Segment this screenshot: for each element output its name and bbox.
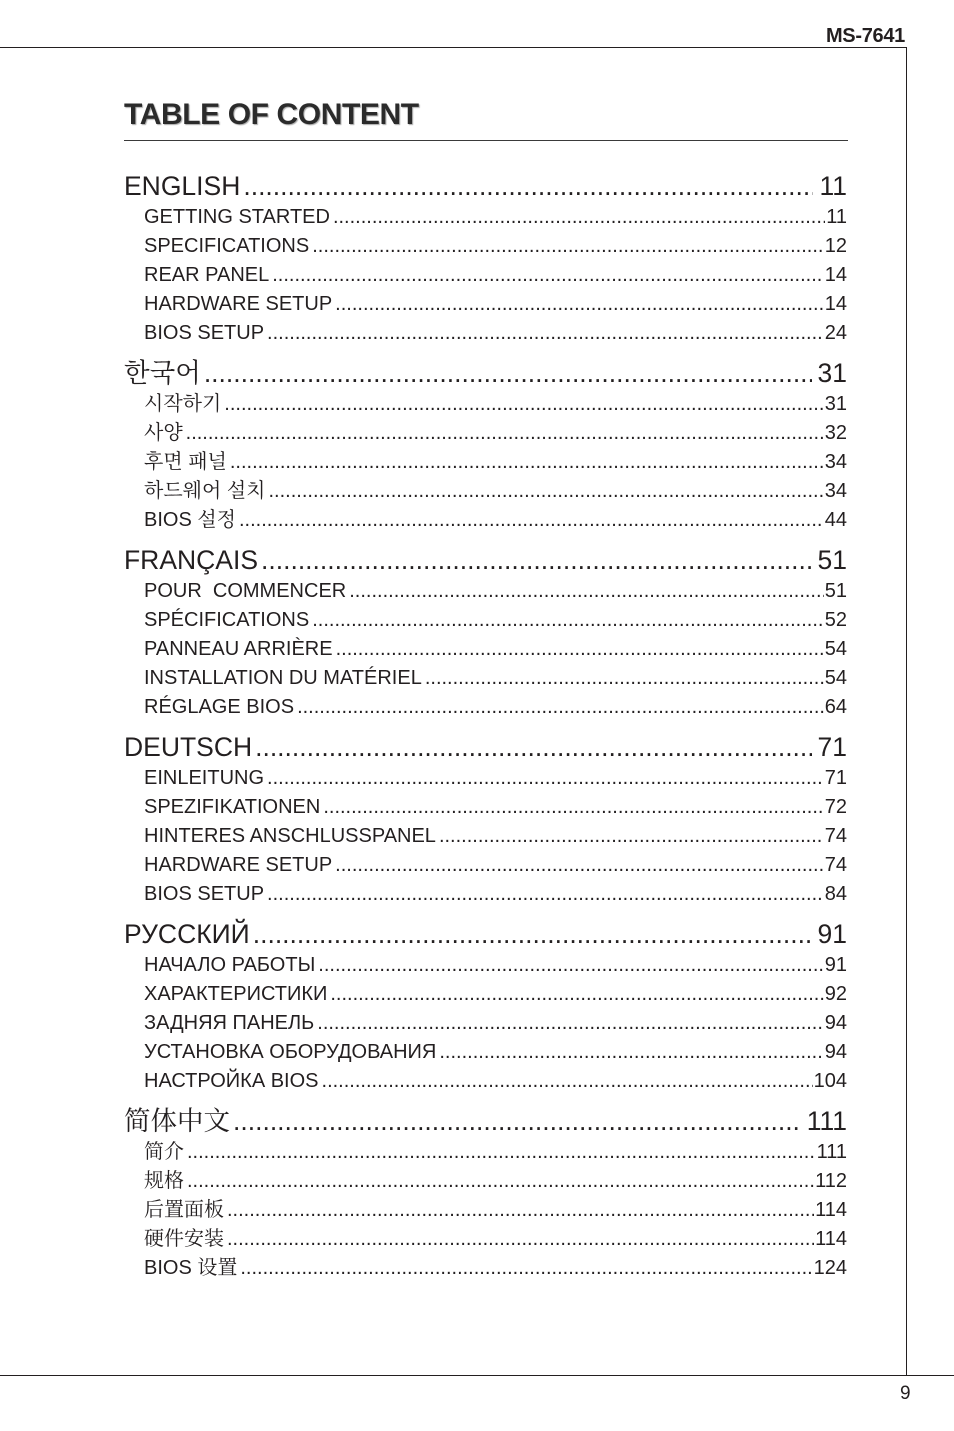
dot-leader xyxy=(224,1196,814,1225)
entry-label: HARDWARE SETUP xyxy=(144,854,333,876)
toc-entry xyxy=(144,577,847,606)
entry-page: 51 xyxy=(824,580,847,602)
top-rule xyxy=(0,47,907,48)
toc-section-russian xyxy=(124,918,847,1096)
toc-entry xyxy=(144,851,847,880)
entry-page: 34 xyxy=(824,451,847,473)
entry-label: SPEZIFIKATIONEN xyxy=(144,796,321,818)
entry-label: SPÉCIFICATIONS xyxy=(144,609,310,631)
dot-leader xyxy=(265,477,823,506)
toc-section-english xyxy=(124,170,847,348)
entry-label: EINLEITUNG xyxy=(144,767,265,789)
dot-leader xyxy=(252,731,811,764)
entry-page: 34 xyxy=(824,480,847,502)
entry-page: 71 xyxy=(824,767,847,789)
dot-leader xyxy=(422,664,824,693)
entry-page: 14 xyxy=(824,293,847,315)
toc-entry xyxy=(144,477,847,506)
entry-label: HINTERES ANSCHLUSSPANEL xyxy=(144,825,436,847)
toc-entry xyxy=(144,506,847,535)
entry-page: 74 xyxy=(824,825,847,847)
toc-entry xyxy=(144,1067,847,1096)
section-heading xyxy=(124,170,847,203)
entry-label: HARDWARE SETUP xyxy=(144,293,333,315)
entry-page: 12 xyxy=(824,235,847,257)
entry-label: GETTING STARTED xyxy=(144,206,330,228)
dot-leader xyxy=(315,951,823,980)
dot-leader xyxy=(221,390,823,419)
dot-leader xyxy=(309,606,824,635)
entry-label: POUR COMMENCER xyxy=(144,580,347,602)
table-of-contents xyxy=(124,170,847,1292)
entry-label: RÉGLAGE BIOS xyxy=(144,696,295,718)
dot-leader xyxy=(294,693,824,722)
entry-label: 后置面板 xyxy=(144,1199,224,1221)
entry-page: 54 xyxy=(824,638,847,660)
entry-page: 91 xyxy=(824,954,847,976)
dot-leader xyxy=(183,419,824,448)
toc-entry xyxy=(144,1138,847,1167)
page-number: 9 xyxy=(900,1383,911,1404)
section-page: 31 xyxy=(817,358,847,388)
section-heading xyxy=(124,357,847,390)
toc-section-german xyxy=(124,731,847,909)
toc-entry xyxy=(144,261,847,290)
model-number: MS-7641 xyxy=(825,25,905,47)
section-title: DEUTSCH xyxy=(124,732,253,762)
toc-entry xyxy=(144,951,847,980)
toc-entry xyxy=(144,764,847,793)
toc-entry xyxy=(144,1038,847,1067)
entry-label: SPECIFICATIONS xyxy=(144,235,310,257)
entry-page: 11 xyxy=(826,206,847,228)
toc-entry xyxy=(144,1196,847,1225)
dot-leader xyxy=(309,232,824,261)
entry-page: 124 xyxy=(813,1257,847,1279)
entry-page: 54 xyxy=(824,667,847,689)
section-heading xyxy=(124,731,847,764)
section-page: 51 xyxy=(817,545,847,575)
entry-page: 94 xyxy=(824,1012,847,1034)
entry-page: 92 xyxy=(824,983,847,1005)
section-page: 91 xyxy=(817,919,847,949)
toc-entry xyxy=(144,822,847,851)
toc-entry xyxy=(144,1009,847,1038)
dot-leader xyxy=(240,170,813,203)
dot-leader xyxy=(264,319,824,348)
entry-page: 24 xyxy=(824,322,847,344)
toc-entry xyxy=(144,1254,847,1283)
entry-page: 52 xyxy=(824,609,847,631)
dot-leader xyxy=(184,1167,814,1196)
dot-leader xyxy=(319,1067,813,1096)
dot-leader xyxy=(314,1009,823,1038)
entry-label: 规格 xyxy=(144,1170,184,1192)
dot-leader xyxy=(201,357,812,390)
dot-leader xyxy=(237,1254,812,1283)
entry-page: 44 xyxy=(824,509,847,531)
toc-entry xyxy=(144,319,847,348)
entry-page: 104 xyxy=(813,1070,847,1092)
entry-page: 64 xyxy=(824,696,847,718)
toc-entry xyxy=(144,606,847,635)
section-title: РУССКИЙ xyxy=(124,919,250,949)
dot-leader xyxy=(264,880,824,909)
dot-leader xyxy=(227,448,824,477)
section-heading xyxy=(124,918,847,951)
dot-leader xyxy=(184,1138,816,1167)
dot-leader xyxy=(236,506,824,535)
dot-leader xyxy=(333,635,824,664)
section-title: 한국어 xyxy=(124,358,201,388)
entry-label: УСТАНОВКА ОБОРУДОВАНИЯ xyxy=(144,1041,437,1063)
entry-label: REAR PANEL xyxy=(144,264,270,286)
dot-leader xyxy=(320,793,823,822)
section-page: 111 xyxy=(806,1106,847,1136)
entry-label: INSTALLATION DU MATÉRIEL xyxy=(144,667,422,689)
entry-page: 74 xyxy=(824,854,847,876)
toc-section-chinese xyxy=(124,1105,847,1283)
entry-page: 111 xyxy=(816,1141,847,1163)
dot-leader xyxy=(332,851,824,880)
toc-entry xyxy=(144,664,847,693)
dot-leader xyxy=(224,1225,814,1254)
section-heading xyxy=(124,1105,847,1138)
toc-entry xyxy=(144,1225,847,1254)
entry-page: 72 xyxy=(824,796,847,818)
toc-entry xyxy=(144,635,847,664)
dot-leader xyxy=(250,918,812,951)
toc-section-korean xyxy=(124,357,847,535)
toc-entry xyxy=(144,448,847,477)
toc-entry xyxy=(144,390,847,419)
entry-label: BIOS SETUP xyxy=(144,883,265,905)
entry-label: ХАРАКТЕРИСТИКИ xyxy=(144,983,328,1005)
entry-page: 114 xyxy=(815,1228,847,1250)
dot-leader xyxy=(230,1105,801,1138)
title-rule xyxy=(124,140,848,141)
entry-page: 14 xyxy=(824,264,847,286)
dot-leader xyxy=(258,544,812,577)
entry-page: 114 xyxy=(815,1199,847,1221)
entry-label: 사양 xyxy=(144,422,183,444)
toc-entry xyxy=(144,1167,847,1196)
toc-title: TABLE OF CONTENT xyxy=(124,98,419,131)
section-title: ENGLISH xyxy=(124,171,241,201)
entry-label: 시작하기 xyxy=(144,393,222,415)
dot-leader xyxy=(269,261,824,290)
entry-page: 112 xyxy=(815,1170,847,1192)
toc-entry xyxy=(144,793,847,822)
dot-leader xyxy=(332,290,824,319)
entry-label: НАЧАЛО РАБОТЫ xyxy=(144,954,316,976)
entry-page: 84 xyxy=(824,883,847,905)
entry-page: 94 xyxy=(824,1041,847,1063)
dot-leader xyxy=(330,203,825,232)
entry-label: 简介 xyxy=(144,1141,184,1163)
section-page: 11 xyxy=(819,171,847,201)
dot-leader xyxy=(436,822,824,851)
bottom-rule xyxy=(0,1375,954,1376)
entry-label: 硬件安装 xyxy=(144,1228,224,1250)
section-heading xyxy=(124,544,847,577)
toc-entry xyxy=(144,880,847,909)
dot-leader xyxy=(264,764,824,793)
toc-entry xyxy=(144,290,847,319)
entry-label: НАСТРОЙКА BIOS xyxy=(144,1070,319,1092)
section-title: FRANÇAIS xyxy=(124,545,258,575)
dot-leader xyxy=(346,577,824,606)
entry-label: 하드웨어 설치 xyxy=(144,480,266,502)
entry-label: BIOS 设置 xyxy=(144,1257,238,1279)
toc-entry xyxy=(144,203,847,232)
section-title: 简体中文 xyxy=(124,1106,230,1136)
entry-label: BIOS SETUP xyxy=(144,322,265,344)
entry-label: 후면 패널 xyxy=(144,451,227,473)
toc-section-french xyxy=(124,544,847,722)
toc-entry xyxy=(144,693,847,722)
entry-page: 32 xyxy=(824,422,847,444)
dot-leader xyxy=(327,980,823,1009)
entry-label: BIOS 설정 xyxy=(144,509,236,531)
entry-label: ЗАДНЯЯ ПАНЕЛЬ xyxy=(144,1012,315,1034)
toc-entry xyxy=(144,232,847,261)
entry-label: PANNEAU ARRIÈRE xyxy=(144,638,333,660)
section-page: 71 xyxy=(817,732,847,762)
right-rule xyxy=(906,47,907,1376)
toc-entry xyxy=(144,419,847,448)
entry-page: 31 xyxy=(824,393,847,415)
dot-leader xyxy=(436,1038,823,1067)
toc-entry xyxy=(144,980,847,1009)
